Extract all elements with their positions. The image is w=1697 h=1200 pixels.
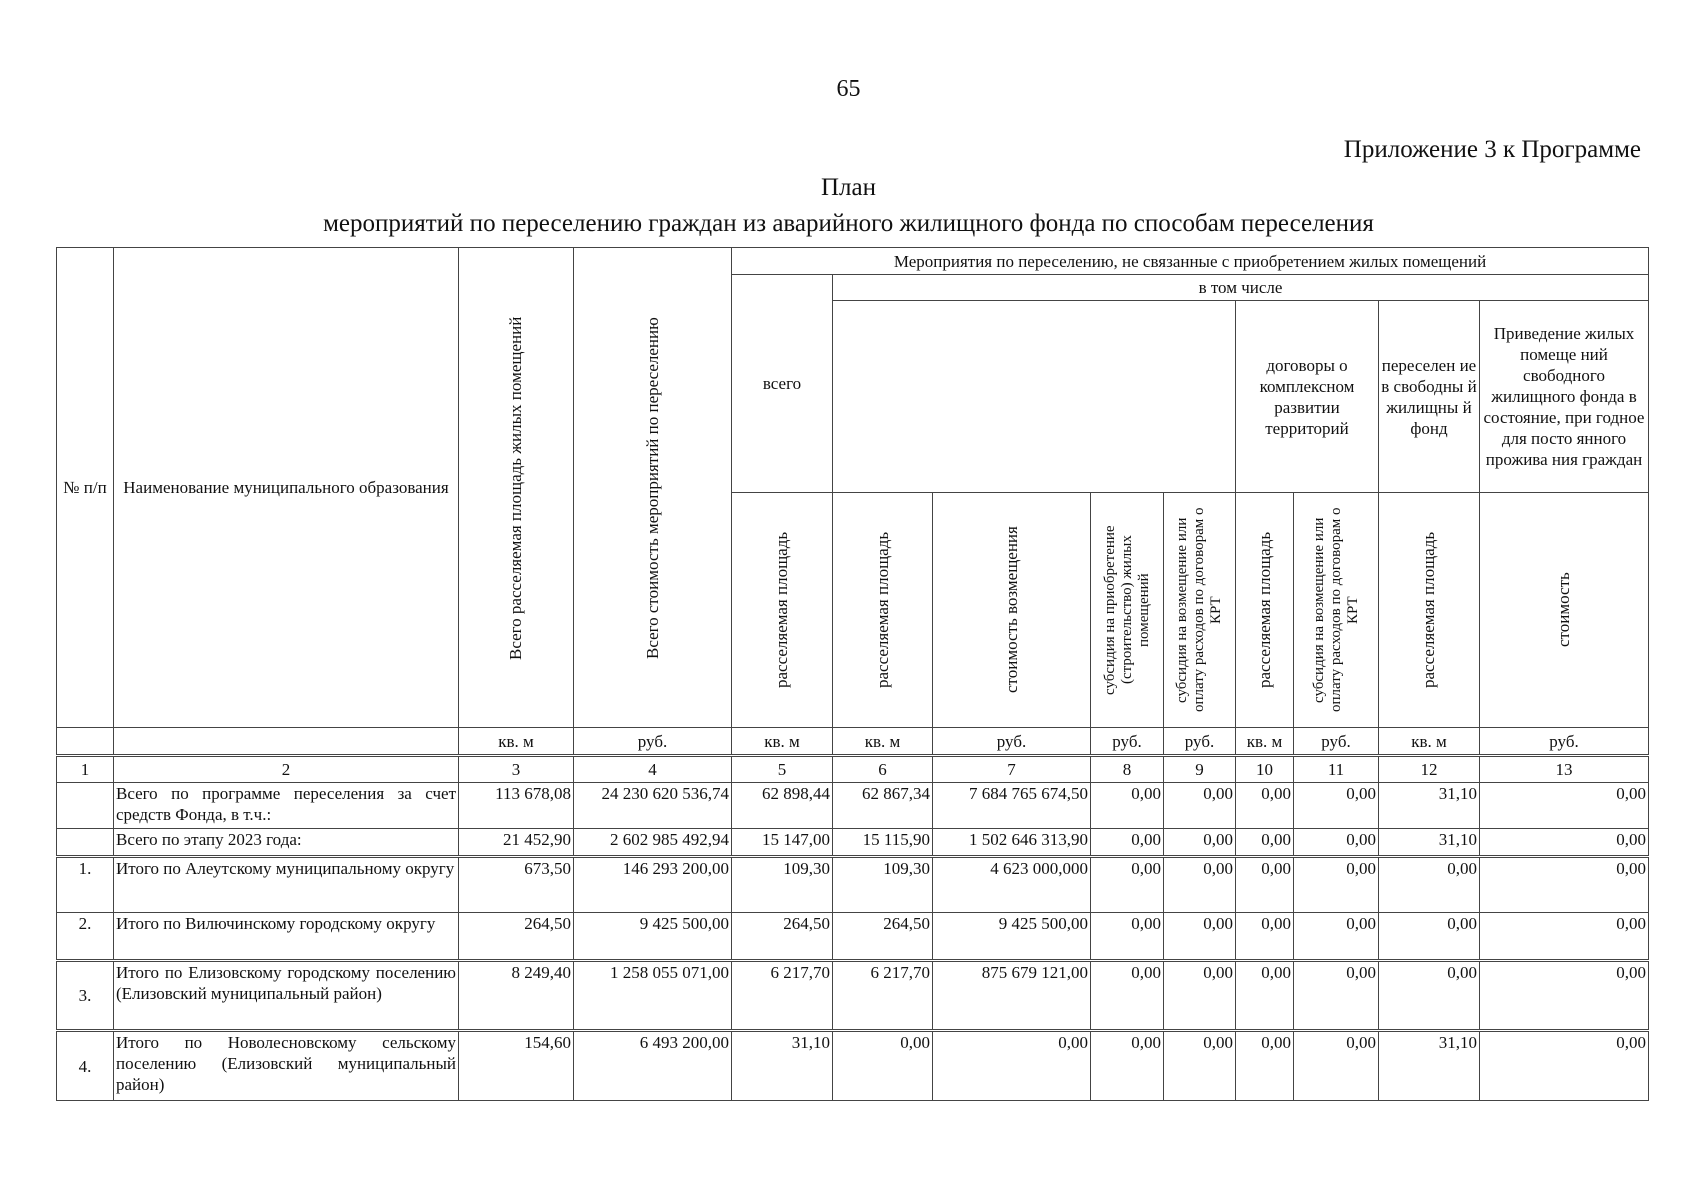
header-c6 [833,493,933,728]
table-row [57,961,1649,1031]
cell: 264,50 [732,913,833,961]
cell: 0,00 [1294,913,1379,961]
row-num: 2. [57,913,114,961]
unit-c5: кв. м [732,728,833,756]
cell: 113 678,08 [459,783,574,829]
row-name: Всего по этапу 2023 года: [114,829,459,857]
cell: 62 898,44 [732,783,833,829]
col-number: 12 [1379,756,1480,783]
col-number: 6 [833,756,933,783]
cell: 0,00 [1379,961,1480,1031]
cell: 62 867,34 [833,783,933,829]
cell: 31,10 [1379,783,1480,829]
col-number: 3 [459,756,574,783]
header-c12-text: расселяемая площадь [1419,531,1438,689]
header-v-tom-chisle: в том числе [833,275,1649,301]
col-number: 8 [1091,756,1164,783]
cell: 1 502 646 313,90 [933,829,1091,857]
cell: 0,00 [1091,961,1164,1031]
table-row [57,1031,1649,1101]
col-number: 9 [1164,756,1236,783]
cell: 0,00 [1379,857,1480,913]
unit-c7: руб. [933,728,1091,756]
cell: 0,00 [1164,913,1236,961]
cell: 0,00 [1091,857,1164,913]
header-svobodny: переселен ие в свободны й жилищны й фонд [1379,301,1480,493]
header-total-cost-text: Всего стоимость мероприятий по переселению [642,316,662,659]
cell: 0,00 [1091,1031,1164,1101]
cell: 15 147,00 [732,829,833,857]
cell: 0,00 [1164,783,1236,829]
cell: 0,00 [1164,961,1236,1031]
cell: 31,10 [732,1031,833,1101]
col-number: 4 [574,756,732,783]
header-c11 [1294,493,1379,728]
header-kompleks: договоры о комплексном развитии территорий [1236,301,1379,493]
cell: 1 258 055 071,00 [574,961,732,1031]
document-subtitle: мероприятий по переселению граждан из аварийного жилищного фонда по способам переселения [323,210,1374,237]
header-total-area [459,248,574,728]
unit-c4: руб. [574,728,732,756]
cell: 673,50 [459,857,574,913]
col-number: 11 [1294,756,1379,783]
header-c7 [933,493,1091,728]
table-row [57,783,1649,829]
cell: 0,00 [1091,913,1164,961]
header-c7-text: стоимость возмещения [1001,526,1021,694]
cell: 0,00 [1164,1031,1236,1101]
cell: 0,00 [1480,1031,1649,1101]
header-privedenie: Приведение жилых помеще ний свободного жилищного фонда в состояние, при годное для посто янного прожива ния граждан [1480,301,1649,493]
row-name: Итого по Елизовскому городскому поселению (Елизовский муниципальный район) [114,961,459,1031]
table-row [57,857,1649,913]
unit-c8: руб. [1091,728,1164,756]
units-row [57,728,1649,756]
header-c9 [1164,493,1236,728]
document-title: План [820,174,876,201]
header-c12 [1379,493,1480,728]
cell: 109,30 [833,857,933,913]
cell: 24 230 620 536,74 [574,783,732,829]
cell: 15 115,90 [833,829,933,857]
header-c8 [1091,493,1164,728]
header-c9-text: субсидия на возмещение или оплату расходов по договорам о КРТ [1174,507,1224,713]
cell: 4 623 000,000 [933,857,1091,913]
col-number: 1 [57,756,114,783]
header-name: Наименование муниципального образования [114,248,459,728]
row-num [57,829,114,857]
row-name: Итого по Вилючинскому городскому округу [114,913,459,961]
unit-blank-2 [114,728,459,756]
unit-blank-1 [57,728,114,756]
header-num: № п/п [57,248,114,728]
row-name: Итого по Новолесновскому сельскому поселению (Елизовский муниципальный район) [114,1031,459,1101]
appendix-label: Приложение 3 к Программе [1343,136,1641,163]
cell: 0,00 [1294,829,1379,857]
row-name: Всего по программе переселения за счет средств Фонда, в т.ч.: [114,783,459,829]
cell: 0,00 [1236,783,1294,829]
cell: 264,50 [833,913,933,961]
header-vsego: всего [732,275,833,493]
cell: 0,00 [1480,857,1649,913]
cell: 0,00 [1379,913,1480,961]
cell: 6 493 200,00 [574,1031,732,1101]
cell: 154,60 [459,1031,574,1101]
header-c10 [1236,493,1294,728]
col-number: 5 [732,756,833,783]
cell: 2 602 985 492,94 [574,829,732,857]
header-blank [833,301,1236,493]
cell: 9 425 500,00 [933,913,1091,961]
unit-c9: руб. [1164,728,1236,756]
cell: 0,00 [1236,857,1294,913]
col-number: 7 [933,756,1091,783]
page-number: 65 [836,76,861,102]
unit-c3: кв. м [459,728,574,756]
header-total-cost [574,248,732,728]
unit-c13: руб. [1480,728,1649,756]
col-number: 10 [1236,756,1294,783]
header-c11-text: субсидия на возмещение или оплату расходов по договорам о КРТ [1310,507,1361,713]
cell: 0,00 [1294,783,1379,829]
header-group: Мероприятия по переселению, не связанные с приобретением жилых помещений [732,248,1649,275]
cell: 0,00 [1480,913,1649,961]
cell: 0,00 [1294,1031,1379,1101]
resettlement-plan-table [56,247,1649,1101]
cell: 0,00 [1236,1031,1294,1101]
cell: 0,00 [1164,857,1236,913]
row-name: Итого по Алеутскому муниципальному округу [114,857,459,913]
row-num: 3. [57,961,114,1031]
cell: 0,00 [1236,961,1294,1031]
unit-c12: кв. м [1379,728,1480,756]
col-number: 2 [114,756,459,783]
cell: 0,00 [1236,913,1294,961]
cell: 0,00 [1294,961,1379,1031]
header-c10-text: расселяемая площадь [1254,531,1274,689]
unit-c10: кв. м [1236,728,1294,756]
cell: 0,00 [1480,829,1649,857]
header-total-area-text: Всего расселяемая площадь жилых помещений [506,315,525,660]
table-row [57,829,1649,857]
header-c6-text: расселяемая площадь [872,531,892,689]
cell: 264,50 [459,913,574,961]
cell: 0,00 [1294,857,1379,913]
row-num: 1. [57,857,114,913]
cell: 0,00 [1164,829,1236,857]
header-c5 [732,493,833,728]
header-c8-text: субсидия на приобретение (строительство) жилых помещений [1101,525,1152,695]
unit-c11: руб. [1294,728,1379,756]
column-numbers-row [57,756,1649,783]
row-num: 4. [57,1031,114,1101]
cell: 875 679 121,00 [933,961,1091,1031]
cell: 0,00 [1091,829,1164,857]
cell: 8 249,40 [459,961,574,1031]
cell: 0,00 [833,1031,933,1101]
cell: 146 293 200,00 [574,857,732,913]
row-num [57,783,114,829]
cell: 31,10 [1379,1031,1480,1101]
col-number: 13 [1480,756,1649,783]
cell: 21 452,90 [459,829,574,857]
header-c5-text: расселяемая площадь [772,531,791,689]
header-c13 [1480,493,1649,728]
cell: 6 217,70 [732,961,833,1031]
cell: 0,00 [1091,783,1164,829]
cell: 109,30 [732,857,833,913]
cell: 0,00 [1236,829,1294,857]
cell: 9 425 500,00 [574,913,732,961]
cell: 6 217,70 [833,961,933,1031]
cell: 7 684 765 674,50 [933,783,1091,829]
unit-c6: кв. м [833,728,933,756]
cell: 0,00 [1480,783,1649,829]
table-row [57,913,1649,961]
cell: 31,10 [1379,829,1480,857]
header-c13-text: стоимость [1554,572,1573,648]
cell: 0,00 [933,1031,1091,1101]
cell: 0,00 [1480,961,1649,1031]
